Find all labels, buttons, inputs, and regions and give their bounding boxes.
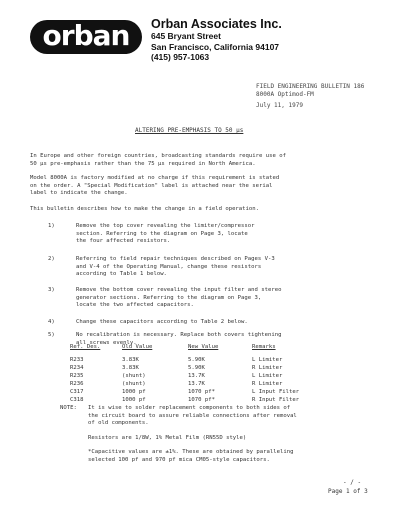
- table-header-old: Old Value: [122, 344, 153, 350]
- company-phone: (415) 957-1063: [151, 52, 210, 62]
- bulletin-header: [256, 83, 364, 110]
- page-dash: - / -: [343, 479, 362, 486]
- company-name: Orban Associates Inc.: [151, 17, 282, 31]
- intro-paragraph-2: Model 8000A is factory modified at no charge if this requirement is stated on the order. A "Special Modification" label is attached near the serial label to indicate the change.: [30, 175, 280, 197]
- bulletin-date: July 11, 1979: [256, 102, 303, 109]
- resistor-note: Resistors are 1/8W, 1% Metal Film (RN55D style): [88, 434, 247, 441]
- company-address-1: 645 Bryant Street: [151, 31, 221, 41]
- intro-paragraph-3: This bulletin describes how to make the change in a field operation.: [30, 206, 260, 212]
- table-header-ref: Ref. Des.: [70, 344, 101, 350]
- capacitor-note: *Capacitive values are ±1%. These are obtained by paralleling: [88, 449, 294, 456]
- bulletin-page: orban Orban Associates Inc. 645 Bryant Street San Francisco, California 94107 (415) 957-1063 FIELD ENGINEERING BULLETIN 186 8000A Optimod-FM July 11, 1979 ALTERING PRE-EMPHASIS TO 50 µs In Europe and other foreign countries, broadcasting standards require use of 50 µs pre-emphasis rather than the 75 µs required in North America. Model 8000A is factory modified at no charge if this requirement is stated on the order. A "Special Modification" label is attached near the serial label to indicate the change. This bulletin describes how to make the change in a field operation. 1) Remove the top cover revealing the limiter/compressor section. Referring to the diagram on Page 3, locate the four affected resistors. 2) Referring to field repair techniques described on Pages V-3 and V-4 of the Operating Manual, change these resistors according to Table 1 below. 3) Remove the bottom cover revealing the input filter and stereo generator sections. Referring to the diagram on Page 3, locate the two affected capacitors. 4) Change these capacitors according to Table 2 below. 5) No recalibration is necessary. Replace both covers tightening all screws evenly. Ref. Des. Old Value New Value Remarks R233 3.83K 5.90K L Limiter R234 3.83K 5.90K R Limiter R235 (shunt) 13.7K L Limiter R236 (shunt) 13.7K R Limiter C317 1000 pf 1070 pf* L Input Filter C318 1000 pf 1070 pf* R Input Filter NOTE: It is wise to solder replacement components to both sides of the circuit board to assure reliable connections after removal of old components. Resistors are 1/8W, 1% Metal Film (RN55D style) *Capacitive values are ±1%. These are obtained by paralleling selected 100 pf and 970 pf mica CM05-style capacitors. - / - Page 1 of 3: [0, 0, 400, 518]
- orban-logo: orban: [30, 20, 142, 54]
- note-label: NOTE:: [60, 405, 77, 411]
- table-header-new: New Value: [188, 344, 219, 350]
- page-number: Page 1 of 3: [328, 488, 368, 495]
- table-header-remarks: Remarks: [252, 344, 276, 350]
- company-address-2: San Francisco, California 94107: [151, 41, 280, 52]
- company-block: [151, 17, 282, 63]
- bulletin-title: ALTERING PRE-EMPHASIS TO 50 µs: [135, 127, 244, 134]
- bulletin-product: 8000A Optimod-FM: [256, 90, 314, 98]
- bulletin-number: FIELD ENGINEERING BULLETIN 186: [256, 83, 365, 90]
- intro-paragraph-1: In Europe and other foreign countries, broadcasting standards require use of 50 µs pre-emphasis rather than the 75 µs required in North America.: [30, 153, 286, 167]
